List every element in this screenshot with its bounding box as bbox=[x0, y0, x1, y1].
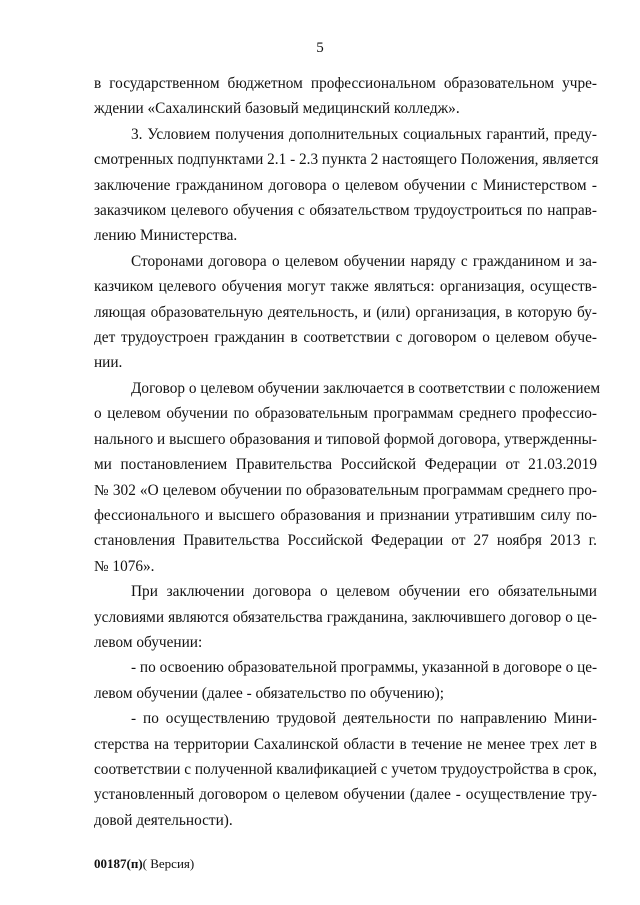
paragraph-5 bbox=[94, 579, 597, 655]
document-code: 00187(п) bbox=[94, 856, 143, 871]
paragraph-4 bbox=[94, 376, 601, 579]
text-line: заказчиком целевого обучения с обязательством трудоустроиться по направ- bbox=[94, 202, 597, 220]
text-line: нального и высшего образования и типовой формой договора, утвержденны- bbox=[94, 430, 597, 448]
paragraph-1 bbox=[94, 71, 597, 122]
text-line: При заключении договора о целевом обучении его обязательными bbox=[131, 583, 597, 601]
text-line: левом обучении (далее - обязательство по обучению); bbox=[94, 684, 444, 702]
text-line: ми постановлением Правительства Российской Федерации от 21.03.2019 bbox=[94, 456, 597, 474]
text-line: ляющая образовательную деятельность, и (или) организация, в которую бу- bbox=[94, 303, 597, 321]
document-version: ( Версия) bbox=[142, 856, 195, 871]
text-line: в государственном бюджетном профессиональном образовательном учре- bbox=[94, 75, 597, 92]
document-footer bbox=[94, 855, 194, 873]
text-line: казчиком целевого обучения могут также являться: организация, осуществ- bbox=[94, 278, 597, 296]
text-line: дет трудоустроен гражданин в соответствии с договором о целевом обуче- bbox=[94, 329, 597, 347]
text-line: становления Правительства Российской Федерации от 27 ноября 2013 г. bbox=[94, 532, 597, 550]
text-line: нии. bbox=[94, 354, 123, 372]
text-line: № 302 «О целевом обучении по образовательным программам среднего про- bbox=[94, 481, 597, 499]
text-line: лению Министерства. bbox=[94, 227, 238, 245]
paragraph-3 bbox=[94, 249, 597, 376]
text-line: условиями являются обязательства гражданина, заключившего договор о це- bbox=[94, 608, 597, 626]
text-line: стерства на территории Сахалинской области в течение не менее трех лет в bbox=[94, 735, 597, 753]
text-line: - по осуществлению трудовой деятельности по направлению Мини- bbox=[131, 710, 597, 728]
text-line: заключение гражданином договора о целевом обучении с Министерством - bbox=[94, 176, 597, 194]
text-line: смотренных подпунктами 2.1 - 2.3 пункта 2 настоящего Положения, является bbox=[94, 151, 599, 169]
text-line: установленный договором о целевом обучении (далее - осуществление тру- bbox=[94, 786, 597, 804]
text-line: 3. Условием получения дополнительных социальных гарантий, преду- bbox=[131, 125, 597, 143]
text-line: фессионального и высшего образования и признании утратившим силу по- bbox=[94, 506, 597, 524]
text-line: Сторонами договора о целевом обучении наряду с гражданином и за- bbox=[131, 252, 597, 270]
text-line: - по освоению образовательной программы, указанной в договоре о це- bbox=[131, 659, 598, 677]
page-number: 5 bbox=[316, 40, 324, 56]
text-line: ждении «Сахалинский базовый медицинский колледж». bbox=[94, 100, 460, 118]
list-item-obligation-work bbox=[94, 706, 597, 833]
text-line: № 1076». bbox=[94, 557, 155, 575]
text-line: левом обучении: bbox=[94, 633, 203, 651]
document-body bbox=[94, 71, 601, 833]
text-line: Договор о целевом обучении заключается в соответствии с положением bbox=[131, 379, 601, 397]
text-line: соответствии с полученной квалификацией с учетом трудоустройства в срок, bbox=[94, 760, 597, 778]
text-line: довой деятельности). bbox=[94, 811, 233, 829]
paragraph-2 bbox=[94, 122, 597, 249]
list-item-obligation-study bbox=[94, 655, 597, 706]
text-line: о целевом обучении по образовательным программам среднего профессио- bbox=[94, 405, 597, 423]
